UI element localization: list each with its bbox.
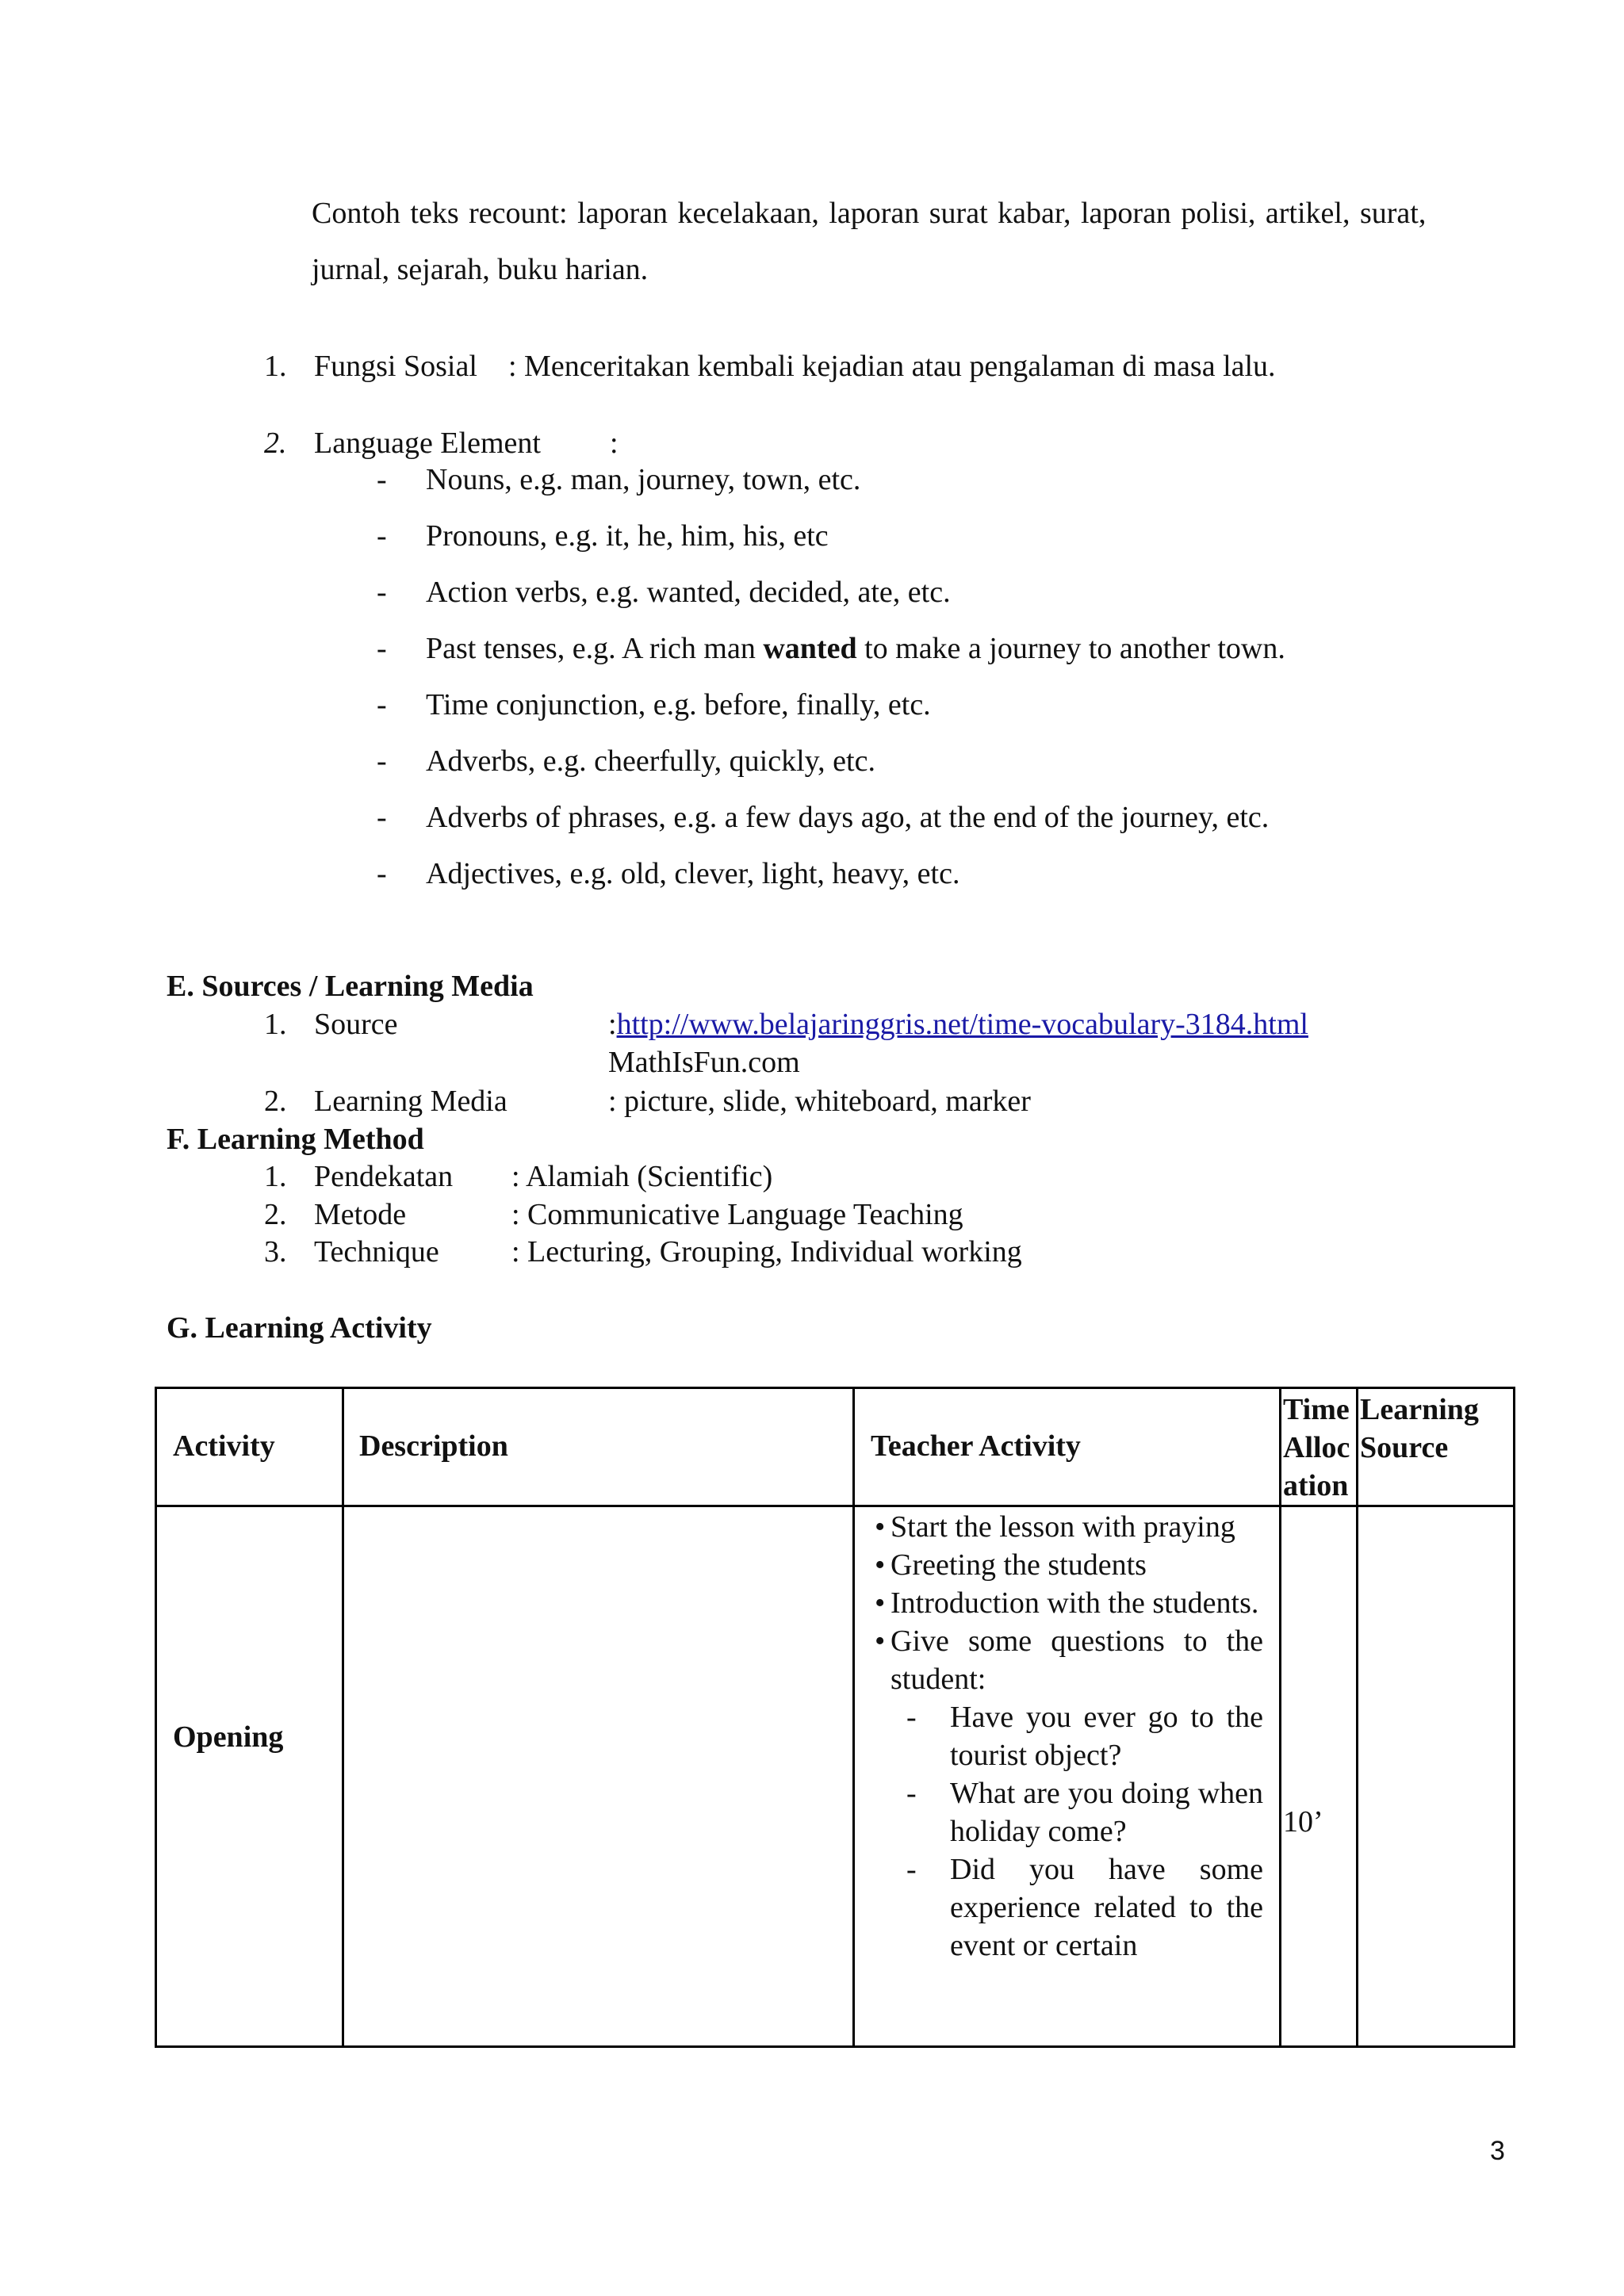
item-value: : Alamiah (Scientific): [511, 1160, 773, 1193]
column-divider: [1279, 1389, 1281, 2045]
point-1: [264, 349, 1276, 385]
source-value: [608, 1007, 1308, 1043]
teacher-activity-cell: [875, 1508, 1263, 1965]
time-allocation-value: 10’: [1283, 1805, 1323, 1839]
point-2: [264, 426, 619, 462]
header-learning-source: [1360, 1391, 1479, 1467]
point-label: Language Element: [314, 427, 541, 460]
dash-bullet: -: [377, 463, 387, 496]
learning-media-value: : picture, slide, whiteboard, marker: [608, 1085, 1031, 1118]
item-number: 1.: [264, 1160, 287, 1193]
header-line: Source: [1360, 1431, 1449, 1464]
list-item: Adverbs, e.g. cheerfully, quickly, etc.: [426, 744, 875, 778]
item-value: : Lecturing, Grouping, Individual working: [511, 1235, 1022, 1269]
section-f-heading: F. Learning Method: [167, 1123, 424, 1156]
source-link[interactable]: http://www.belajaringgris.net/time-vocabulary-3184.html: [616, 1008, 1308, 1041]
dash-bullet: -: [377, 519, 387, 553]
item-label: Learning Media: [314, 1085, 508, 1118]
method-row: [264, 1159, 772, 1196]
learning-media-row: [264, 1084, 508, 1120]
emphasis-word: wanted: [763, 632, 857, 665]
list-item: Nouns, e.g. man, journey, town, etc.: [426, 463, 861, 496]
dash-bullet: -: [377, 801, 387, 834]
list-item: Action verbs, e.g. wanted, decided, ate, etc.: [426, 576, 951, 609]
dash-bullet: -: [377, 576, 387, 609]
sub-list-item: - Have you ever go to the tourist object?: [906, 1701, 1263, 1772]
header-divider: [157, 1505, 1513, 1507]
method-row: [264, 1234, 1022, 1271]
header-line: Time: [1283, 1393, 1350, 1426]
header-activity: Activity: [173, 1429, 275, 1463]
item-number: 2.: [264, 1085, 287, 1118]
point-value: : Menceritakan kembali kejadian atau pengalaman di masa lalu.: [508, 350, 1276, 383]
header-time-allocation: [1283, 1391, 1350, 1505]
source-extra: MathIsFun.com: [608, 1046, 800, 1079]
list-item: • Greeting the students: [875, 1548, 1147, 1582]
header-line: Learning: [1360, 1393, 1479, 1426]
item-number: 2.: [264, 1198, 287, 1231]
item-label: Technique: [314, 1235, 439, 1269]
dash-bullet: -: [377, 632, 387, 665]
section-e-heading: E. Sources / Learning Media: [167, 970, 534, 1003]
item-label: Metode: [314, 1198, 407, 1231]
section-g-heading: G. Learning Activity: [167, 1311, 432, 1345]
point-number: 1.: [264, 350, 287, 383]
item-label: Source: [314, 1008, 398, 1041]
intro-line-2: jurnal, sejarah, buku harian.: [312, 253, 649, 286]
column-divider: [852, 1389, 855, 2045]
list-item: Time conjunction, e.g. before, finally, etc.: [426, 688, 931, 721]
item-number: 1.: [264, 1008, 287, 1041]
column-divider: [1356, 1389, 1358, 2045]
colon: :: [608, 1008, 617, 1041]
source-row: [264, 1007, 398, 1043]
header-line: Alloc: [1283, 1431, 1350, 1464]
column-divider: [342, 1389, 344, 2045]
page-number: 3: [1490, 2136, 1505, 2166]
list-item: • Give some questions to the student:: [875, 1624, 1263, 1696]
method-row: [264, 1197, 963, 1234]
list-item: [426, 631, 1285, 668]
item-value: : Communicative Language Teaching: [511, 1198, 963, 1231]
list-item: Pronouns, e.g. it, he, him, his, etc: [426, 519, 829, 553]
header-description: Description: [359, 1429, 508, 1463]
dash-bullet: -: [377, 857, 387, 890]
dash-bullet: -: [377, 744, 387, 778]
item-number: 3.: [264, 1235, 287, 1269]
intro-line-1: Contoh teks recount: laporan kecelakaan, laporan surat kabar, laporan polisi, artikel, surat,: [312, 197, 1427, 230]
point-label: Fungsi Sosial: [314, 350, 477, 383]
point-value: :: [610, 427, 619, 460]
list-item-text: to make a journey to another town.: [856, 632, 1285, 665]
header-line: ation: [1283, 1469, 1349, 1502]
list-item: Adjectives, e.g. old, clever, light, heavy, etc.: [426, 857, 960, 890]
activity-opening: Opening: [173, 1720, 284, 1754]
sub-list-item: - Did you have some experience related to the event or certain: [906, 1853, 1263, 1962]
learning-activity-table: [155, 1387, 1515, 2048]
sub-list-item: - What are you doing when holiday come?: [906, 1777, 1263, 1848]
list-item: • Introduction with the students.: [875, 1586, 1259, 1620]
dash-bullet: -: [377, 688, 387, 721]
list-item-text: Past tenses, e.g. A rich man: [426, 632, 764, 665]
list-item: Adverbs of phrases, e.g. a few days ago, at the end of the journey, etc.: [426, 801, 1270, 834]
item-label: Pendekatan: [314, 1160, 454, 1193]
point-number: 2.: [264, 427, 287, 460]
header-teacher-activity: Teacher Activity: [871, 1429, 1081, 1463]
list-item: • Start the lesson with praying: [875, 1510, 1235, 1544]
